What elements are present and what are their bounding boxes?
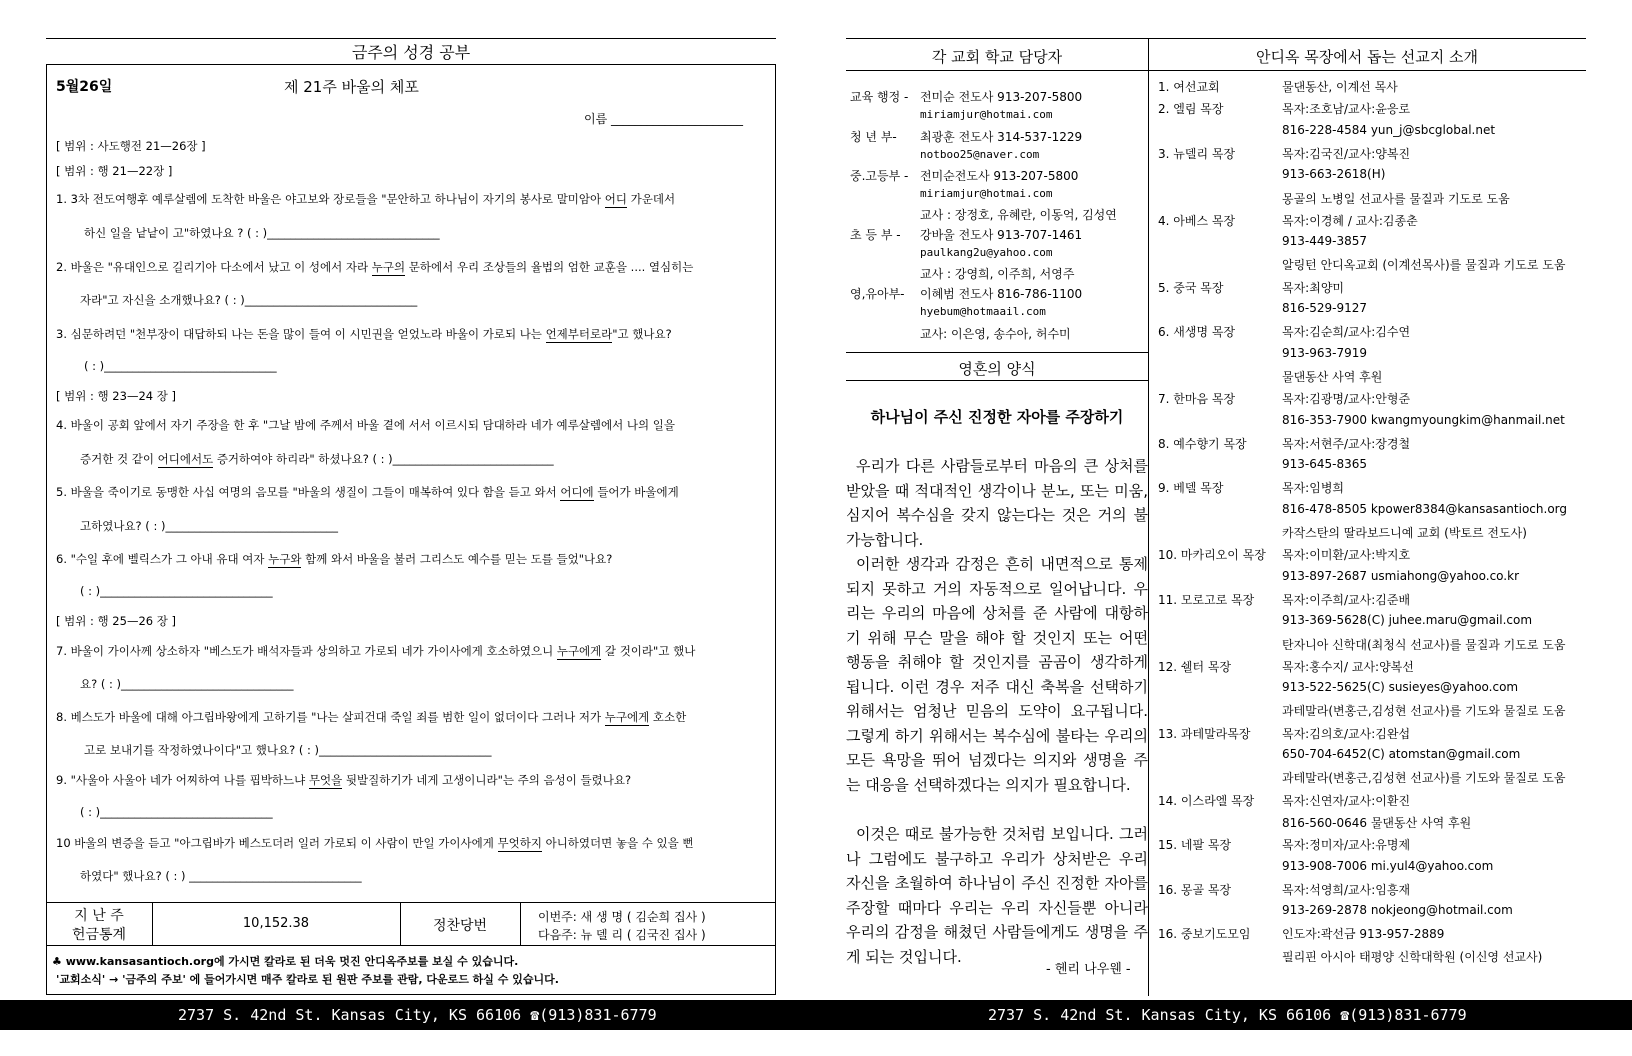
range-label: [ 범위 : 행 25—26 장 ] [56,614,176,628]
school-header: 각 교회 학교 담당자 [931,48,1063,66]
address-text: 2737 S. 42nd St. Kansas City, KS 66106 ☎(913)831-6779 [988,1006,1467,1024]
dept-label: 초 등 부 - [850,228,901,242]
question-8: 8. 베스도가 바울에 대해 아그립바왕에게 고하기를 "나는 살피건대 죽일 죄를 범한 일이 없더이다 그러나 저가 누구에게 호소한 [56,710,687,724]
mission-detail: 과테말라(변홍근,김성현 선교사)를 기도와 물질로 도움 [1282,704,1566,719]
mission-detail: 몽골의 노병일 선교사를 물질과 기도로 도움 [1282,191,1510,206]
mission-detail: 목자:임병희 [1282,481,1345,496]
mission-detail: 816-228-4584 yun_j@sbcglobal.net [1282,122,1496,137]
mission-detail: 목자:신연자/교사:이환진 [1282,793,1411,808]
essay-paragraph: 우리가 다른 사람들로부터 마음의 큰 상처를 받았을 때 적대적인 생각이나 분노, 또는 미움, 심지어 복수심을 갖지 않는다는 것은 거의 불가능합니다. [846,457,1148,549]
mission-detail: 650-704-6452(C) atomstan@gmail.com [1282,747,1521,761]
answer-line-8[interactable]: 고로 보내기를 작정하였나이다"고 했나요? ( : )______________________________ [84,743,492,757]
mission-detail: 913-963-7919 [1282,345,1368,360]
mission-group-name: 16. 몽골 목장 [1158,882,1232,897]
mission-detail: 필리핀 아시아 태평양 신학대학원 (이신영 선교사) [1282,949,1543,964]
study-date: 5월26일 [56,79,113,95]
name-field[interactable]: 이름 ______________________ [584,112,743,126]
mission-detail: 913-908-7006 mi.yul4@yahoo.com [1282,858,1494,873]
mission-detail: 목자:최양미 [1282,280,1345,295]
mission-detail: 카작스탄의 딸라보드니예 교회 (박토르 전도사) [1282,526,1527,540]
website-note: ♣ www.kansasantioch.org에 가시면 칼라로 된 더욱 멋진 안디옥주보를 보실 수 있습니다. [52,955,519,968]
question-5: 5. 바울을 죽이기로 동맹한 사십 여명의 음모를 "바울의 생질이 그들이 매복하여 있다 함을 듣고 와서 어디에 들어가 바울에게 [56,485,679,499]
mission-detail: 913-369-5628(C) juhee.maru@gmail.com [1282,613,1533,628]
mission-group-name: 1. 여선교회 [1158,80,1220,94]
question-2: 2. 바울은 "유대인으로 길리기아 다소에서 났고 이 성에서 자라 누구의 문하에서 우리 조상들의 율법의 엄한 교훈을 .... 열심히는 [56,260,694,274]
mission-group-name: 8. 예수향기 목장 [1158,436,1247,451]
mission-detail: 물댄동산 사역 후원 [1282,369,1383,384]
question-7: 7. 바울이 가이사께 상소하자 "베스도가 배석자들과 상의하고 가로되 네가 가이사에게 호소하였으니 누구에게 갈 것이라"고 했나 [56,644,696,658]
dept-label: 중.고등부 - [850,169,909,183]
mission-detail: 탄자니아 신학대(최청식 선교사)를 물질과 기도로 도움 [1282,637,1566,652]
mission-detail: 과테말라(변홍근,김성현 선교사)를 기도와 물질로 도움 [1282,771,1566,786]
dept-label: 교육 행정 - [850,90,909,104]
staff-email[interactable]: miriamjur@hotmai.com [920,187,1053,200]
range-label: [ 범위 : 행 21—22장 ] [56,164,173,178]
mission-detail: 목자:김순희/교사:김수연 [1282,325,1411,340]
question-3: 3. 심문하려던 "천부장이 대답하되 나는 돈을 많이 들여 이 시민권을 얻었노라 바울이 가로되 나는 언제부터로라"고 했나요? [56,327,672,341]
answer-line-4[interactable]: 증거한 것 같이 어디에서도 증거하여야 하리라" 하셨나요? ( : )____________________________ [80,452,554,466]
question-9: 9. "사울아 사울아 네가 어찌하여 나를 핍박하느냐 무엇을 뒷발질하기가 네게 고생이니라"는 주의 음성이 들렸나요? [56,773,632,787]
mission-detail: 816-353-7900 kwangmyoungkim@hanmail.net [1282,412,1565,427]
staff-email[interactable]: paulkang2u@yahoo.com [920,246,1053,259]
address-text: 2737 S. 42nd St. Kansas City, KS 66106 ☎(913)831-6779 [178,1006,657,1024]
mission-group-name: 3. 뉴델리 목장 [1158,146,1236,161]
mission-detail: 913-522-5625(C) susieyes@yahoo.com [1282,680,1519,695]
mission-detail: 목자:이경혜 / 교사:김종춘 [1282,213,1418,228]
essay-author: - 헨리 나우웬 - [1046,962,1131,977]
staff-email[interactable]: notboo25@naver.com [920,148,1040,161]
answer-line-3[interactable]: ( : )______________________________ [84,359,277,373]
mission-detail: 알링턴 안디옥교회 (이계선목사)를 물질과 기도로 도움 [1282,258,1566,273]
mission-group-name: 14. 이스라엘 목장 [1158,793,1255,808]
staff-email[interactable]: hyebum@hotmaail.com [920,305,1046,318]
mission-detail: 목자:이주희/교사:김준배 [1282,592,1411,607]
mission-detail: 목자:석영희/교사:임흥재 [1282,882,1411,897]
staff-line: 전미순 전도사 913-207-5800 [920,90,1083,104]
mission-group-name: 10. 마카리오이 목장 [1158,548,1266,563]
mission-header: 안디옥 목장에서 돕는 선교지 소개 [1256,48,1478,66]
mission-detail: 목자:정미자/교사:유명제 [1282,838,1411,853]
mission-group-name: 2. 엘림 목장 [1158,102,1224,117]
essay-paragraph: 이것은 때로 불가능한 것처럼 보입니다. 그러나 그럼에도 불구하고 우리가 상처받은 우리 자신을 초월하여 하나님이 주신 진정한 자아를 주장할 때마다 우리는 우리 자신들뿐 아니라 우리의 감정을 해쳤던 사람들에게도 생명을 주게 되는 것입니다. [846,825,1148,966]
right-footer [816,1000,1632,1030]
question-4: 4. 바울이 공회 앞에서 자기 주장을 한 후 "그날 밤에 주께서 바울 곁에 서서 이르시되 담대하라 네가 예루살렘에서 나의 일을 [56,418,675,432]
staff-teachers: 교사 : 강영희, 이주희, 서영주 [920,267,1075,281]
offering-label: 헌금통계 [71,927,127,943]
mission-detail: 목자:이미환/교사:박지호 [1282,548,1411,563]
dept-label: 청 년 부- [850,130,897,144]
mission-detail: 913-449-3857 [1282,234,1368,249]
mission-group-name: 7. 한마음 목장 [1158,392,1236,407]
mission-group-name: 6. 새생명 목장 [1158,325,1236,340]
staff-email[interactable]: miriamjur@hotmai.com [920,108,1053,121]
answer-line-1[interactable]: 하신 일을 낱낱이 고"하였나요 ? ( : )______________________________ [84,226,440,240]
mission-group-name: 4. 아베스 목장 [1158,213,1236,228]
download-note: '교회소식' → '금주의 주보' 에 들어가시면 매주 칼라로 된 원판 주보를 관람, 다운로드 하실 수 있습니다. [56,973,559,986]
soul-header: 영혼의 양식 [958,360,1036,378]
mission-detail: 인도자:곽선금 913-957-2889 [1282,927,1445,942]
answer-line-10[interactable]: 하였다" 했나요? ( : ) ______________________________ [80,869,362,883]
lesson-title: 제 21주 바울의 체포 [284,78,419,96]
mission-detail: 목자:홍수지/ 교사:양복선 [1282,659,1414,674]
left-footer [0,1000,816,1030]
offering-label: 지 난 주 [74,908,124,924]
mission-detail: 목자:서현주/교사:장경철 [1282,436,1411,451]
mission-detail: 816-529-9127 [1282,301,1368,315]
staff-line: 강바울 전도사 913-707-1461 [920,228,1083,242]
answer-line-2[interactable]: 자라"고 자신을 소개했나요? ( : )______________________________ [80,293,418,307]
duty-next-week: 다음주: 뉴 델 리 ( 김국진 집사 ) [538,928,706,942]
mission-detail: 913-897-2687 usmiahong@yahoo.co.kr [1282,568,1519,583]
staff-teachers: 교사: 이은영, 송수아, 허수미 [920,327,1071,341]
answer-line-6[interactable]: ( : )______________________________ [80,584,273,598]
mission-group-name: 13. 과테말라목장 [1158,726,1251,741]
staff-line: 전미순전도사 913-207-5800 [920,169,1079,183]
staff-line: 이혜범 전도사 816-786-1100 [920,287,1083,301]
mission-detail: 913-663-2618(H) [1282,167,1386,182]
staff-line: 최광훈 전도사 314-537-1229 [920,130,1083,144]
range-label: [ 범위 : 사도행전 21—26장 ] [56,139,206,153]
mission-detail: 913-269-2878 nokjeong@hotmail.com [1282,903,1513,918]
mission-detail: 목자:김의호/교사:김완섭 [1282,726,1411,741]
dept-label: 영,유아부- [850,287,905,301]
mission-detail: 물댄동산, 이계선 목사 [1282,80,1398,94]
range-label: [ 범위 : 행 23—24 장 ] [56,389,176,403]
answer-line-5[interactable]: 고하였나요? ( : )______________________________ [80,519,338,533]
mission-detail: 목자:김광명/교사:안형준 [1282,392,1411,407]
duty-label: 정찬당번 [432,918,488,934]
mission-group-name: 15. 네팔 목장 [1158,838,1232,853]
offering-amount: 10,152.38 [242,916,310,931]
essay-paragraph: 이러한 생각과 감정은 흔히 내면적으로 통제되지 못하고 거의 자동적으로 일어납니다. 우리는 우리의 마음에 상처를 준 사람에 대항하기 위해 무슨 말을 해야 할 것인지 또는 어떤 행동을 취해야 할 것인지를 곰곰이 생각하게 됩니다. 이런 경우 저주 대신 축복을 선택하기 위해서는 엄청난 믿음의 도약이 요구됩니다. 그렇게 하기 위해서는 복수심에 불타는 우리의 모든 욕망을 뛰어 넘겠다는 의지와 생명을 주는 대응을 선택하겠다는 의지가 필요합니다. [846,555,1148,794]
mission-group-name: 5. 중국 목장 [1158,280,1224,295]
essay-title: 하나님이 주신 진정한 자아를 주장하기 [870,408,1124,426]
mission-group-name: 11. 모로고로 목장 [1158,592,1255,607]
mission-detail: 목자:조호남/교사:윤응로 [1282,102,1411,117]
question-10: 10 바울의 변증을 듣고 "아그립바가 베스도더러 일러 가로되 이 사람이 만일 가이사에게 무엇하지 아니하였더면 놓을 수 있을 뻔 [56,836,694,850]
mission-group-name: 9. 베델 목장 [1158,481,1224,496]
answer-line-7[interactable]: 요? ( : )______________________________ [80,677,294,691]
duty-this-week: 이번주: 새 생 명 ( 김순희 집사 ) [538,910,706,924]
mission-detail: 816-478-8505 kpower8384@kansasantioch.org [1282,501,1567,516]
mission-detail: 816-560-0646 물댄동산 사역 후원 [1282,815,1472,830]
question-1: 1. 3차 전도여행후 예루살렘에 도착한 바울은 야고보와 장로들을 "문안하고 하나님이 자기의 봉사로 말미암아 어디 가운데서 [56,192,676,206]
staff-teachers: 교사 : 장정호, 유혜란, 이동억, 김성연 [920,208,1117,222]
mission-detail: 913-645-8365 [1282,457,1368,472]
study-header: 금주의 성경 공부 [351,43,471,62]
mission-detail: 목자:김국진/교사:양복진 [1282,146,1411,161]
answer-line-9[interactable]: ( : )______________________________ [80,805,273,819]
mission-group-name: 16. 중보기도모임 [1158,927,1251,942]
question-6: 6. "수일 후에 벨릭스가 그 아내 유대 여자 누구와 함께 와서 바울을 불러 그리스도 예수를 믿는 도를 들었"나요? [56,552,613,566]
mission-group-name: 12. 쉘터 목장 [1158,659,1232,674]
